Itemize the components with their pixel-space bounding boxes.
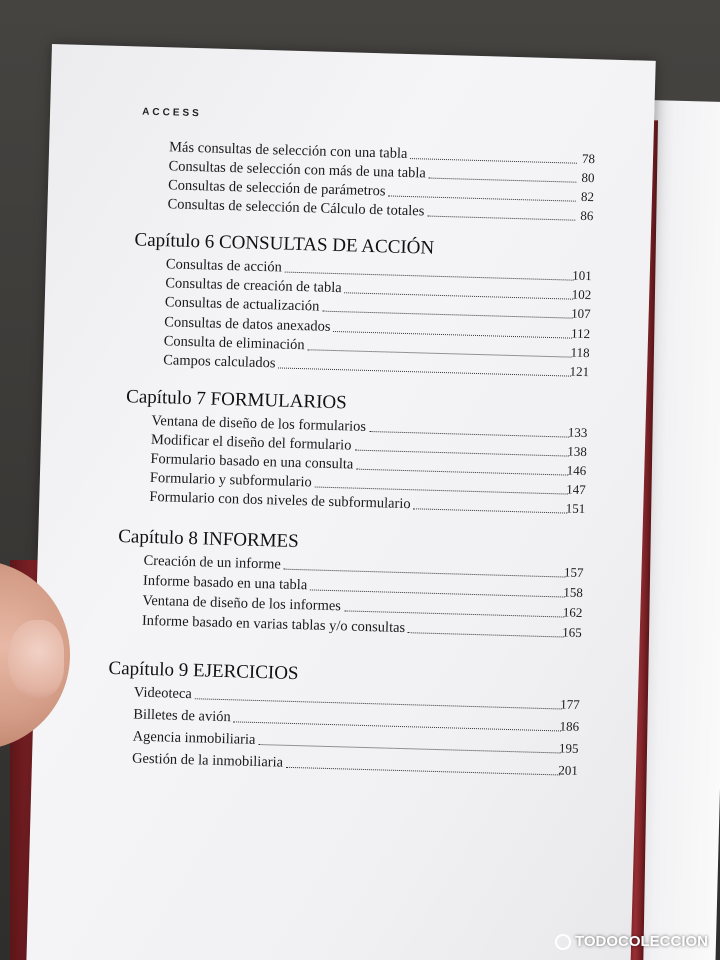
watermark-logo-icon <box>555 934 571 950</box>
chapter-heading: Capítulo 6 CONSULTAS DE ACCIÓN <box>134 229 435 259</box>
dot-leader <box>259 743 561 753</box>
entry-title: Formulario y subformulario <box>149 469 312 491</box>
chapter-heading: Capítulo 9 EJERCICIOS <box>108 657 299 685</box>
entry-title: Más consultas de selección con una tabla <box>168 139 408 162</box>
dot-leader <box>286 766 560 776</box>
entry-title: Consultas de acción <box>165 256 283 276</box>
entry-page-number: 112 <box>570 325 591 341</box>
toc-section <box>39 384 646 522</box>
entry-page-number: 195 <box>558 740 579 756</box>
entry-page-number: 80 <box>581 169 595 186</box>
entry-page-number: 162 <box>562 604 583 621</box>
entry-title: Informe basado en varias tablas y/o consultas <box>141 612 406 637</box>
entry-title: Consultas de selección con más de una tabla <box>168 158 427 182</box>
entry-page-number: 157 <box>563 564 584 581</box>
entry-title: Formulario basado en una consulta <box>150 450 354 473</box>
running-header: ACCESS <box>141 106 202 120</box>
entry-title: Agencia inmobiliaria <box>132 728 256 748</box>
dot-leader <box>344 291 573 299</box>
entry-page-number: 101 <box>572 267 592 284</box>
entry-page-number: 86 <box>580 207 594 224</box>
dot-leader <box>310 588 565 597</box>
entry-title: Consultas de actualización <box>164 294 320 315</box>
dot-leader <box>427 215 575 221</box>
entry-page-number: 102 <box>571 286 592 303</box>
dot-leader <box>315 486 568 495</box>
toc-section <box>36 524 643 647</box>
dot-leader <box>283 568 565 578</box>
dot-leader <box>278 366 571 376</box>
book-page <box>26 44 656 960</box>
entry-title: Consultas de datos anexados <box>164 313 331 335</box>
entry-page-number: 78 <box>581 150 596 167</box>
dot-leader <box>410 157 577 164</box>
watermark-text: TODOCOLECCION <box>574 933 708 950</box>
chapter-heading: Capítulo 7 FORMULARIOS <box>125 386 348 414</box>
entry-page-number: 82 <box>580 188 595 205</box>
entry-title: Campos calculados <box>162 352 276 372</box>
entry-page-number: 118 <box>570 344 590 360</box>
entry-page-number: 121 <box>569 363 590 380</box>
table-of-contents <box>26 44 656 960</box>
dot-leader <box>413 507 567 513</box>
dot-leader <box>333 330 572 339</box>
entry-title: Videoteca <box>133 684 193 703</box>
entry-page-number: 186 <box>559 718 580 734</box>
watermark <box>555 933 708 950</box>
entry-page-number: 201 <box>558 762 579 778</box>
entry-title: Formulario con dos niveles de subformulario <box>149 488 411 513</box>
entry-page-number: 146 <box>566 462 587 479</box>
entry-title: Modificar el diseño del formulario <box>150 431 352 454</box>
entry-title: Billetes de avión <box>133 706 231 726</box>
dot-leader <box>323 310 573 319</box>
dot-leader <box>344 609 564 617</box>
dot-leader <box>195 697 562 709</box>
dot-leader <box>408 631 564 637</box>
thumbnail-nail <box>8 620 64 698</box>
entry-title: Ventana de diseño de los informes <box>142 592 342 615</box>
entry-title: Consultas de selección de Cálculo de totales <box>167 196 425 220</box>
entry-title: Consulta de eliminación <box>163 332 305 353</box>
toc-section <box>47 136 653 229</box>
entry-page-number: 177 <box>560 696 580 712</box>
entry-page-number: 138 <box>567 443 588 460</box>
dot-leader <box>355 449 569 457</box>
entry-page-number: 158 <box>563 584 584 601</box>
entry-page-number: 147 <box>566 481 586 498</box>
entry-title: Gestión de la inmobiliaria <box>131 750 284 771</box>
entry-title: Informe basado en una tabla <box>142 572 308 594</box>
dot-leader <box>428 177 576 183</box>
dot-leader <box>308 348 572 357</box>
entry-title: Consultas de creación de tabla <box>165 275 342 297</box>
dot-leader <box>356 468 568 476</box>
entry-page-number: 133 <box>567 424 588 441</box>
entry-title: Creación de un informe <box>143 552 282 573</box>
toc-section <box>32 656 639 787</box>
toc-section <box>43 227 651 385</box>
entry-title: Ventana de diseño de los formularios <box>151 412 367 435</box>
chapter-heading: Capítulo 8 INFORMES <box>117 526 300 553</box>
dot-leader <box>388 194 576 201</box>
entry-page-number: 151 <box>565 500 586 517</box>
entry-title: Consultas de selección de parámetros <box>167 177 386 200</box>
dot-leader <box>233 720 561 731</box>
entry-page-number: 107 <box>570 305 591 322</box>
dot-leader <box>369 430 569 438</box>
entry-page-number: 165 <box>562 624 582 641</box>
